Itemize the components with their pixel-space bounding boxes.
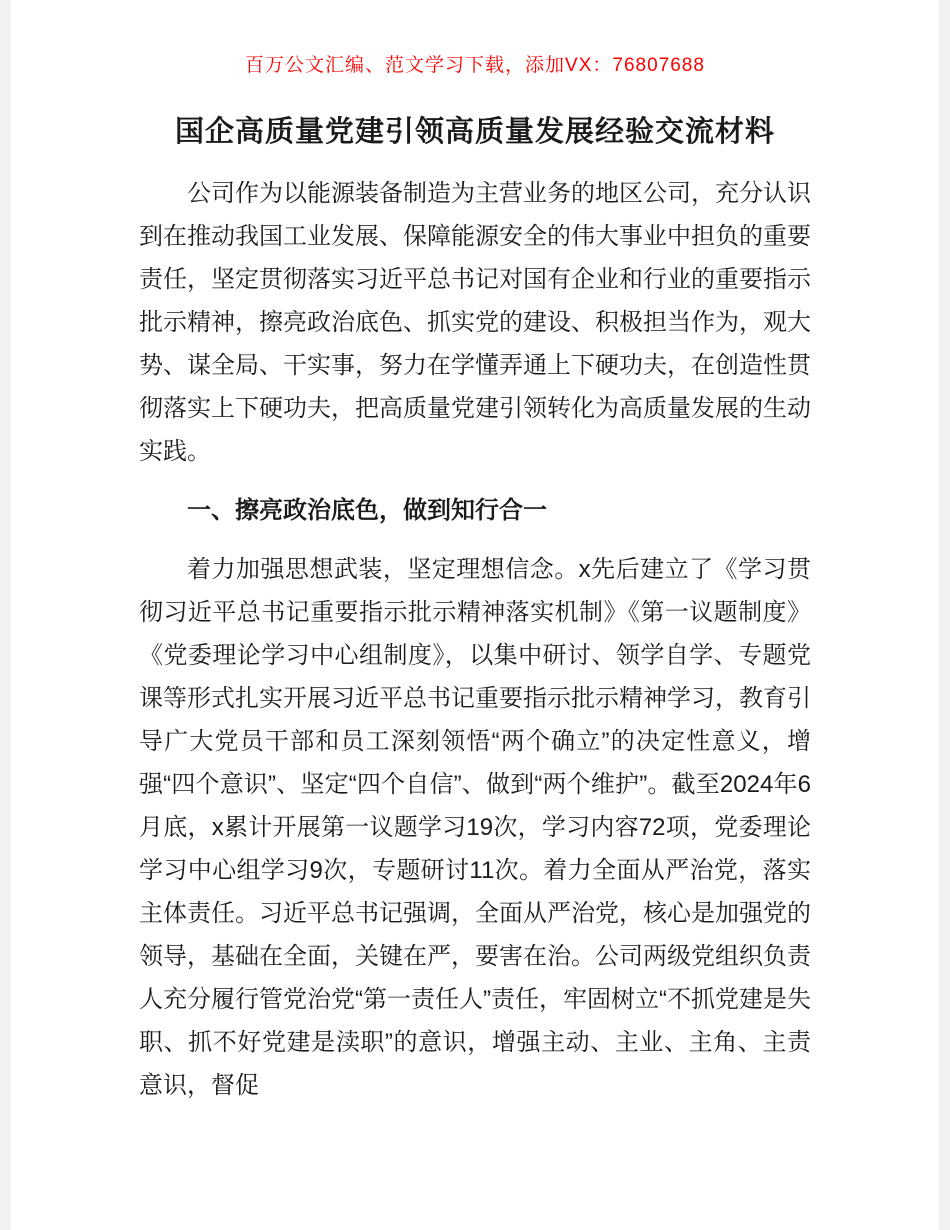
promo-banner: 百万公文汇编、范文学习下载，添加VX：76807688 [245, 55, 705, 76]
page-left-edge [0, 0, 11, 1230]
paragraph: 着力加强思想武装，坚定理想信念。x先后建立了《学习贯彻习近平总书记重要指示批示精神落实机制》《第一议题制度》《党委理论学习中心组制度》，以集中研讨、领学自学、专题党课等形式扎实开展习近平总书记重要指示批示精神学习，教育引导广大党员干部和员工深刻领悟“两个确立”的决定性意义，增强“四个意识”、坚定“四个自信”、做到“两个维护”。截至2024年6月底，x累计开展第一议题学习19次，学习内容72项，党委理论学习中心组学习9次，专题研讨11次。着力全面从严治党，落实主体责任。习近平总书记强调，全面从严治党，核心是加强党的领导，基础在全面，关键在严，要害在治。公司两级党组织负责人充分履行管党治党“第一责任人”责任，牢固树立“不抓党建是失职、抓不好党建是渎职”的意识，增强主动、主业、主角、主责意识，督促 [139, 556, 811, 1099]
document-body [139, 172, 811, 1107]
section-heading: 一、擦亮政治底色，做到知行合一 [187, 497, 547, 524]
page-right-edge [939, 0, 950, 1230]
page-title: 国企高质量党建引领高质量发展经验交流材料 [174, 116, 775, 148]
paragraph: 公司作为以能源装备制造为主营业务的地区公司，充分认识到在推动我国工业发展、保障能源安全的伟大事业中担负的重要责任，坚定贯彻落实习近平总书记对国有企业和行业的重要指示批示精神，擦亮政治底色、抓实党的建设、积极担当作为，观大势、谋全局、干实事，努力在学懂弄通上下硬功夫，在创造性贯彻落实上下硬功夫，把高质量党建引领转化为高质量发展的生动实践。 [139, 180, 811, 465]
